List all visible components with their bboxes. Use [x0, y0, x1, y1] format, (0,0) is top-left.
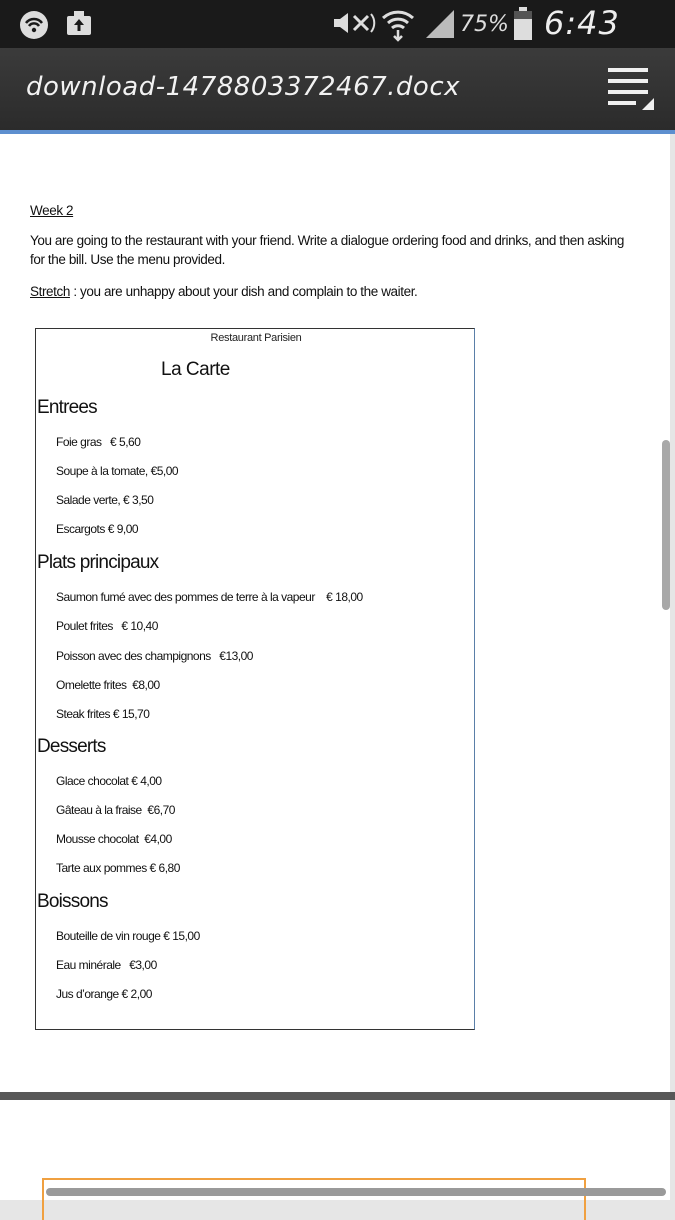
page-divider [0, 1092, 675, 1100]
menu-item: Bouteille de vin rouge € 15,00 [56, 929, 200, 943]
menu-item: Soupe à la tomate, €5,00 [56, 464, 179, 478]
menu-item: Eau minérale €3,00 [56, 958, 157, 972]
document-title: download-1478803372467.docx [26, 72, 461, 102]
menu-title: La Carte [161, 359, 230, 380]
status-bar [0, 0, 675, 48]
stretch-text: : you are unhappy about your dish and complain to the waiter. [69, 284, 418, 299]
menu-item: Saumon fumé avec des pommes de terre à la vapeur € 18,00 [56, 590, 363, 604]
action-bar [0, 48, 675, 134]
section-heading-plats-principaux: Plats principaux [37, 552, 159, 573]
menu-item: Jus d’orange € 2,00 [56, 987, 152, 1001]
menu-frame [35, 328, 475, 1030]
stretch-label: Stretch [30, 284, 70, 299]
restaurant-name: Restaurant Parisien [210, 332, 302, 344]
menu-item: Escargots € 9,00 [56, 522, 139, 536]
instructions-paragraph: You are going to the restaurant with your friend. Write a dialogue ordering food and drinks, and then asking for the bill. Use the menu provided. [30, 233, 624, 267]
menu-item: Poisson avec des champignons €13,00 [56, 649, 253, 663]
menu-item: Steak frites € 15,70 [56, 707, 150, 721]
section-heading-entrees: Entrees [37, 397, 97, 418]
horizontal-scrollbar[interactable] [46, 1188, 666, 1196]
menu-item: Mousse chocolat €4,00 [56, 832, 172, 846]
vertical-scrollbar[interactable] [662, 440, 670, 610]
overflow-menu-button[interactable] [604, 66, 656, 112]
menu-item: Glace chocolat € 4,00 [56, 774, 162, 788]
wifi-icon [380, 6, 416, 47]
next-page-frame [42, 1178, 586, 1220]
menu-item: Foie gras € 5,60 [56, 435, 141, 449]
menu-item: Omelette frites €8,00 [56, 678, 160, 692]
menu-item: Salade verte, € 3,50 [56, 493, 154, 507]
stretch-paragraph [30, 282, 630, 301]
wifi-hotspot-icon [18, 9, 50, 46]
mute-icon [332, 10, 376, 41]
battery-percent: 75% [460, 12, 509, 37]
signal-icon [424, 8, 456, 45]
week-heading: Week 2 [30, 203, 74, 218]
menu-item: Poulet frites € 10,40 [56, 619, 158, 633]
upload-icon [64, 8, 94, 43]
battery-icon [512, 6, 534, 47]
clock: 6:43 [544, 4, 620, 42]
menu-icon [604, 99, 656, 116]
section-heading-boissons: Boissons [37, 891, 108, 912]
menu-item: Tarte aux pommes € 6,80 [56, 861, 180, 875]
menu-item: Gâteau à la fraise €6,70 [56, 803, 175, 817]
section-heading-desserts: Desserts [37, 736, 106, 757]
